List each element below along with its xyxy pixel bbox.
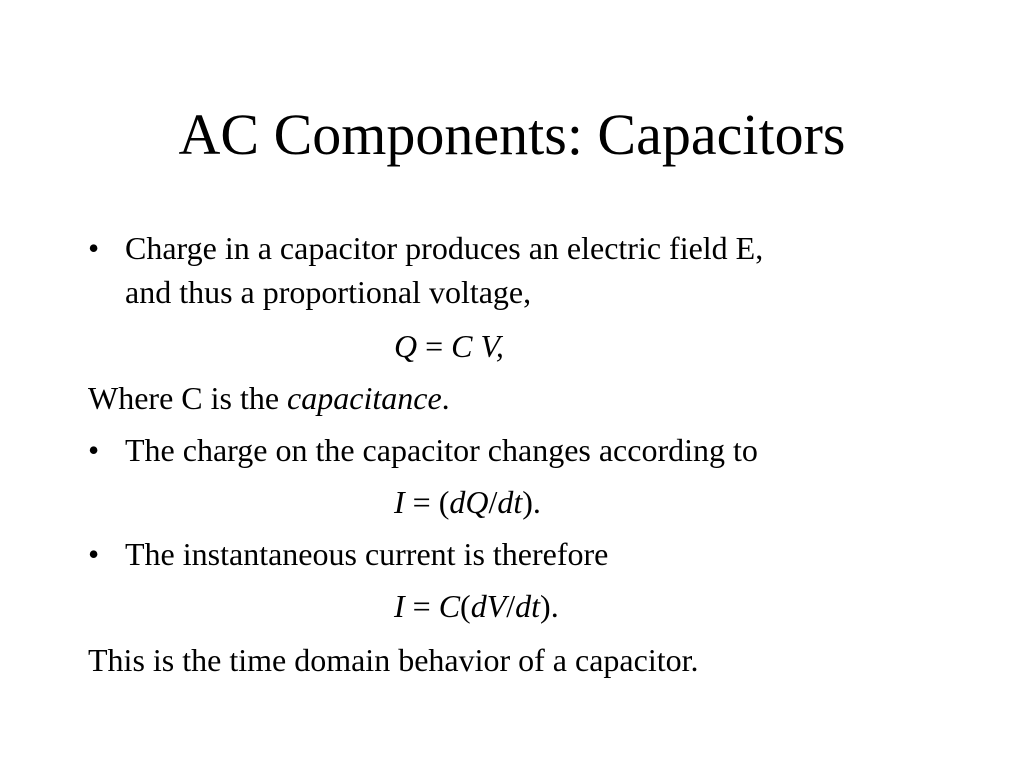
equation-space [473, 328, 481, 364]
capacitance-definition [88, 378, 450, 418]
conclusion: This is the time domain behavior of a capacitor. [88, 642, 699, 678]
bullet-marker: • [88, 230, 100, 266]
equation-slash: / [488, 484, 498, 520]
definition-prefix: Where C is the [88, 380, 288, 416]
equation-c: C [438, 588, 461, 624]
bullet-3-text: The instantaneous current is therefore [125, 536, 609, 572]
equation-dq: dQ [449, 484, 489, 520]
equation-equals: = [404, 588, 439, 624]
equation-dv: dV [470, 588, 507, 624]
equation-equals: = [417, 328, 452, 364]
bullet-marker: • [88, 432, 100, 468]
equation-i: I [394, 484, 405, 520]
equation-equals-open: = ( [404, 484, 450, 520]
equation-v: V, [480, 328, 504, 364]
bullet-1-line-1: Charge in a capacitor produces an electric field E, [125, 230, 764, 266]
bullet-marker: • [88, 536, 100, 572]
equation-slash: / [506, 588, 516, 624]
equation-open: ( [460, 588, 471, 624]
definition-suffix: . [441, 380, 450, 416]
equation-close: ). [522, 484, 541, 520]
equation-close: ). [540, 588, 559, 624]
equation-q: Q [394, 328, 418, 364]
equation-i: I [394, 588, 405, 624]
slide-title: AC Components: Capacitors [178, 102, 846, 167]
bullet-2-text: The charge on the capacitor changes according to [125, 432, 758, 468]
equation-dt: dt [515, 588, 541, 624]
equation-dt: dt [497, 484, 523, 520]
equation-charge [394, 326, 504, 366]
equation-current-charge [394, 482, 541, 522]
equation-c: C [451, 328, 473, 364]
definition-term: capacitance [287, 380, 442, 416]
bullet-1-line-2: and thus a proportional voltage, [125, 274, 532, 310]
equation-current-voltage [394, 586, 559, 626]
